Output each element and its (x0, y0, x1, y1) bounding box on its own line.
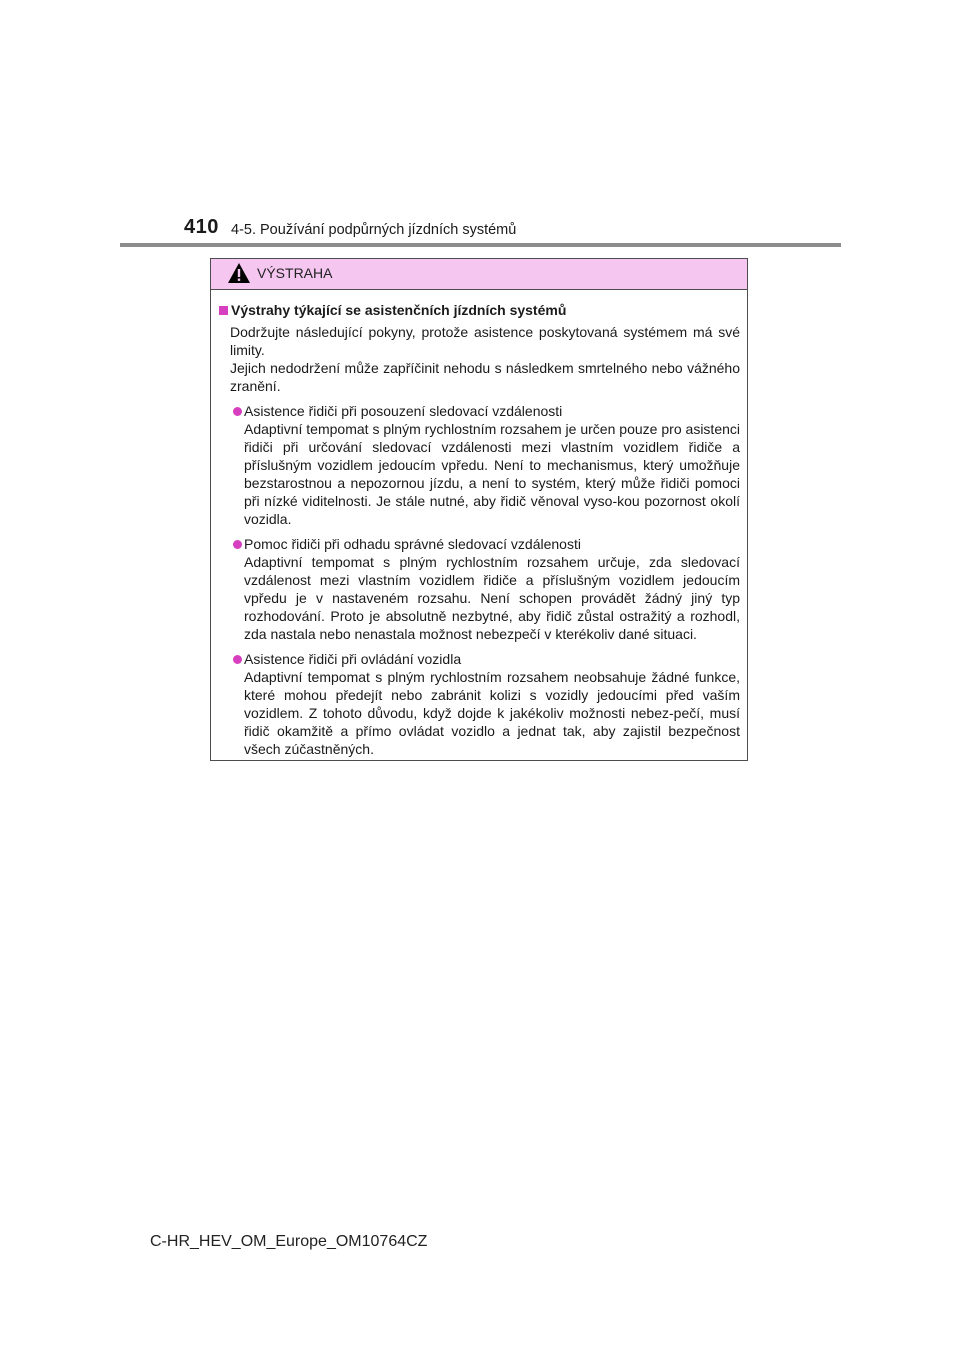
warning-header (211, 259, 747, 290)
square-bullet-icon (219, 306, 228, 315)
warning-item-text: Adaptivní tempomat s plným rychlostním rozsahem určuje, zda sledovací vzdálenost mezi vlastním vozidlem řidiče a příslušným vozidlem jedoucím vpředu je v nastaveném rozsahu. Není schopen provádět žádný jiný typ rozhodování. Proto je absolutně nezbytné, aby řidič zůstal ostražitý a rozhodl, zda nastala nebo nenastala možnost nebezpečí v kterékoliv dané situaci. (244, 554, 740, 642)
warning-heading-text: Výstrahy týkající se asistenčních jízdních systémů (231, 302, 567, 318)
warning-item-text: Adaptivní tempomat s plným rychlostním rozsahem neobsahuje žádné funkce, které mohou předejít nebo zabránit kolizi s vozidly jedoucími před vaším vozidlem. Z tohoto důvodu, když dojde k jakékoliv možnosti nebez-pečí, musí řidič okamžitě a přímo ovládat vozidlo a jednat tak, aby zajistil bezpečnost všech zúčastněných. (244, 669, 740, 757)
warning-item (219, 650, 740, 758)
page-number: 410 (184, 216, 219, 238)
warning-item-title: Pomoc řidiči při odhadu správné sledovací vzdálenosti (244, 536, 581, 552)
warning-item-title: Asistence řidiči při ovládání vozidla (244, 651, 462, 667)
section-title: 4-5. Používání podpůrných jízdních systémů (231, 222, 517, 238)
intro-paragraph: Jejich nedodržení může zapříčinit nehodu s následkem smrtelného nebo vážného zranění. (230, 360, 740, 394)
round-bullet-icon (233, 407, 242, 416)
warning-item (219, 402, 740, 528)
round-bullet-icon (233, 655, 242, 664)
warning-intro (219, 323, 740, 395)
warning-body (211, 290, 747, 758)
warning-box (210, 258, 748, 761)
document-code: C-HR_HEV_OM_Europe_OM10764CZ (150, 1233, 428, 1250)
warning-item-title: Asistence řidiči při posouzení sledovací vzdálenosti (244, 403, 563, 419)
warning-item (219, 535, 740, 643)
warning-item-text: Adaptivní tempomat s plným rychlostním rozsahem je určen pouze pro asistenci řidiči při určování sledovací vzdálenosti mezi vlastním vozidlem řidiče a příslušným vozidlem jedoucím vpředu. Není to mechanismus, který umožňuje bezstarostnou a nepozornou jízdu, a není to systém, který může řidiči pomoci při nízké viditelnosti. Je stále nutné, aby řidič věnoval vyso-kou pozornost okolí vozidla. (244, 421, 740, 527)
warning-triangle-icon (227, 262, 251, 284)
header-divider (120, 243, 841, 247)
warning-heading (219, 301, 740, 320)
round-bullet-icon (233, 540, 242, 549)
warning-title: VÝSTRAHA (257, 265, 333, 281)
intro-paragraph: Dodržujte následující pokyny, protože asistence poskytovaná systémem má své limity. (230, 324, 740, 358)
